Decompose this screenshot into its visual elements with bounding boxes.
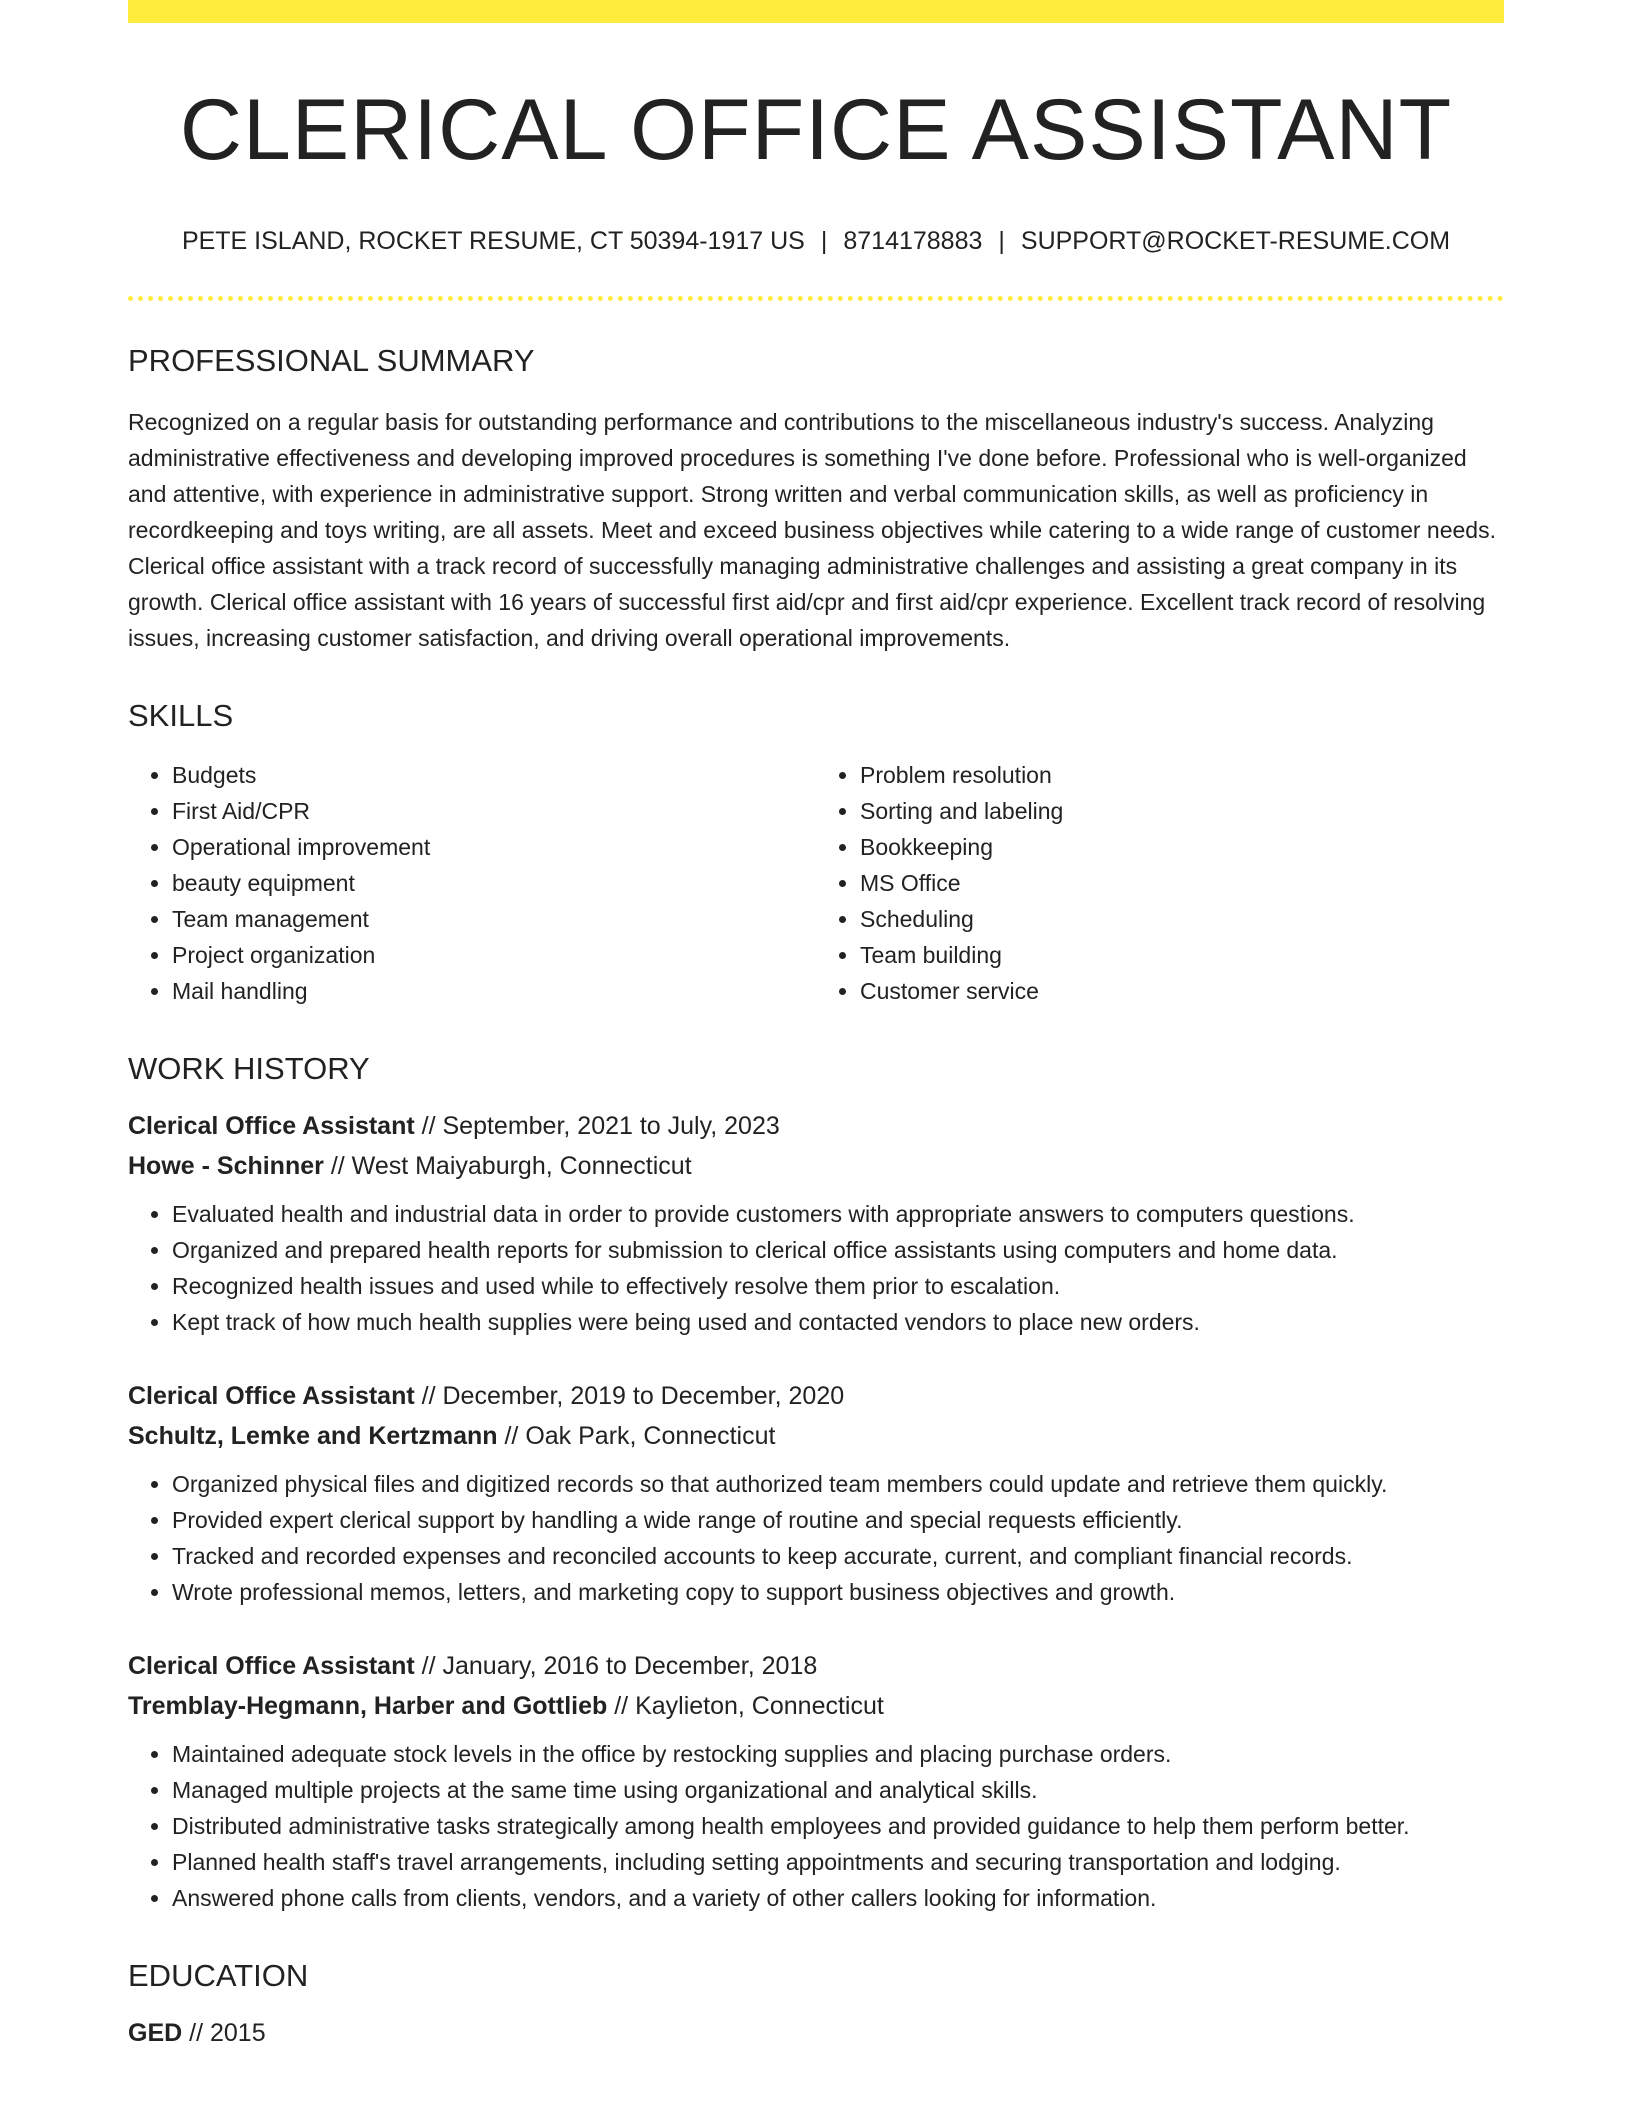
job-company-line (128, 1686, 1504, 1726)
skills-column-right (816, 757, 1504, 1009)
skill-item: • Scheduling (860, 901, 1504, 937)
job-bullet: • Managed multiple projects at the same time using organizational and analytical skills. (172, 1772, 1504, 1808)
education-separator: // (182, 2019, 210, 2047)
skill-item: • Team building (860, 937, 1504, 973)
job-separator: // (414, 1382, 443, 1410)
job-company: Schultz, Lemke and Kertzmann (128, 1422, 498, 1450)
job-entry (128, 1646, 1504, 1916)
job-company-line (128, 1416, 1504, 1456)
job-bullet: • Planned health staff's travel arrangements, including setting appointments and securing transportation and lodging. (172, 1844, 1504, 1880)
skill-item: • Mail handling (172, 973, 816, 1009)
skill-item: • Budgets (172, 757, 816, 793)
skills-heading: SKILLS (128, 698, 234, 733)
job-bullet: • Tracked and recorded expenses and reconciled accounts to keep accurate, current, and compliant financial records. (172, 1538, 1504, 1574)
skill-item: • Project organization (172, 937, 816, 973)
job-location: Oak Park, Connecticut (525, 1422, 776, 1450)
contact-line (128, 229, 1504, 254)
accent-bar (128, 0, 1504, 23)
skill-item: • MS Office (860, 865, 1504, 901)
job-separator: // (607, 1692, 636, 1720)
job-bullet: • Organized and prepared health reports for submission to clerical office assistants using computers and home data. (172, 1232, 1504, 1268)
education-degree: GED (128, 2019, 183, 2047)
job-bullet: • Wrote professional memos, letters, and marketing copy to support business objectives and growth. (172, 1574, 1504, 1610)
skill-item: • beauty equipment (172, 865, 816, 901)
job-bullet: • Organized physical files and digitized records so that authorized team members could update and retrieve them quickly. (172, 1466, 1504, 1502)
job-bullet: • Provided expert clerical support by handling a wide range of routine and special requests efficiently. (172, 1502, 1504, 1538)
job-entry (128, 1376, 1504, 1610)
job-role: Clerical Office Assistant (128, 1112, 415, 1140)
contact-separator: | (998, 227, 1005, 255)
job-location: West Maiyaburgh, Connecticut (351, 1152, 692, 1180)
job-role-line (128, 1646, 1504, 1686)
skill-item: • Sorting and labeling (860, 793, 1504, 829)
job-company-line (128, 1146, 1504, 1186)
job-bullet: • Evaluated health and industrial data in order to provide customers with appropriate answers to computers questions. (172, 1196, 1504, 1232)
resume-title: CLERICAL OFFICE ASSISTANT (179, 82, 1453, 178)
skill-item: • Bookkeeping (860, 829, 1504, 865)
job-bullets (128, 1196, 1504, 1340)
skills-column-left (128, 757, 816, 1009)
contact-email: SUPPORT@ROCKET-RESUME.COM (1020, 227, 1451, 255)
resume-page (128, 0, 1504, 2053)
education-entry (128, 2013, 1504, 2053)
job-entry (128, 1106, 1504, 1340)
contact-separator: | (820, 227, 828, 255)
summary-text: Recognized on a regular basis for outstanding performance and contributions to the miscellaneous industry's success. Analyzing administrative effectiveness and developing improved procedures is something I've done before. Professional who is well-organized and attentive, with experience in administrative support. Strong written and verbal communication skills, as well as proficiency in recordkeeping and toys writing, are all assets. Meet and exceed business objectives while catering to a wide range of customer needs. Clerical office assistant with a track record of successfully managing administrative challenges and assisting a great company in its growth. Clerical office assistant with 16 years of successful first aid/cpr and first aid/cpr experience. Excellent track record of resolving issues, increasing customer satisfaction, and driving overall operational improvements. (128, 409, 1496, 651)
contact-address: PETE ISLAND, ROCKET RESUME, CT 50394-1917 US (181, 227, 805, 255)
job-role: Clerical Office Assistant (128, 1382, 415, 1410)
job-bullets (128, 1736, 1504, 1916)
job-separator: // (414, 1652, 443, 1680)
job-role-line (128, 1106, 1504, 1146)
job-bullet: • Maintained adequate stock levels in the office by restocking supplies and placing purchase orders. (172, 1736, 1504, 1772)
job-company: Howe - Schinner (128, 1152, 324, 1180)
skill-item: • Team management (172, 901, 816, 937)
job-location: Kaylieton, Connecticut (635, 1692, 884, 1720)
job-bullet: • Recognized health issues and used while to effectively resolve them prior to escalation. (172, 1268, 1504, 1304)
skill-item: • Operational improvement (172, 829, 816, 865)
job-bullet: • Answered phone calls from clients, vendors, and a variety of other callers looking for information. (172, 1880, 1504, 1916)
work-history-heading: WORK HISTORY (128, 1051, 370, 1086)
work-history-list (128, 1106, 1504, 1916)
job-role-line (128, 1376, 1504, 1416)
skills-list (128, 757, 1504, 1009)
job-dates: January, 2016 to December, 2018 (442, 1652, 818, 1680)
job-dates: September, 2021 to July, 2023 (442, 1112, 780, 1140)
job-separator: // (414, 1112, 443, 1140)
job-bullet: • Distributed administrative tasks strategically among health employees and provided guidance to help them perform better. (172, 1808, 1504, 1844)
job-dates: December, 2019 to December, 2020 (442, 1382, 845, 1410)
skill-item: • Customer service (860, 973, 1504, 1009)
education-heading: EDUCATION (128, 1958, 309, 1993)
summary-heading: PROFESSIONAL SUMMARY (128, 343, 535, 378)
job-separator: // (497, 1422, 526, 1450)
job-bullets (128, 1466, 1504, 1610)
contact-phone: 8714178883 (843, 227, 983, 255)
job-role: Clerical Office Assistant (128, 1652, 415, 1680)
education-year: 2015 (209, 2019, 266, 2047)
job-company: Tremblay-Hegmann, Harber and Gottlieb (128, 1692, 608, 1720)
job-bullet: • Kept track of how much health supplies were being used and contacted vendors to place new orders. (172, 1304, 1504, 1340)
job-separator: // (323, 1152, 352, 1180)
skill-item: • Problem resolution (860, 757, 1504, 793)
skill-item: • First Aid/CPR (172, 793, 816, 829)
dotted-divider (128, 296, 1504, 301)
